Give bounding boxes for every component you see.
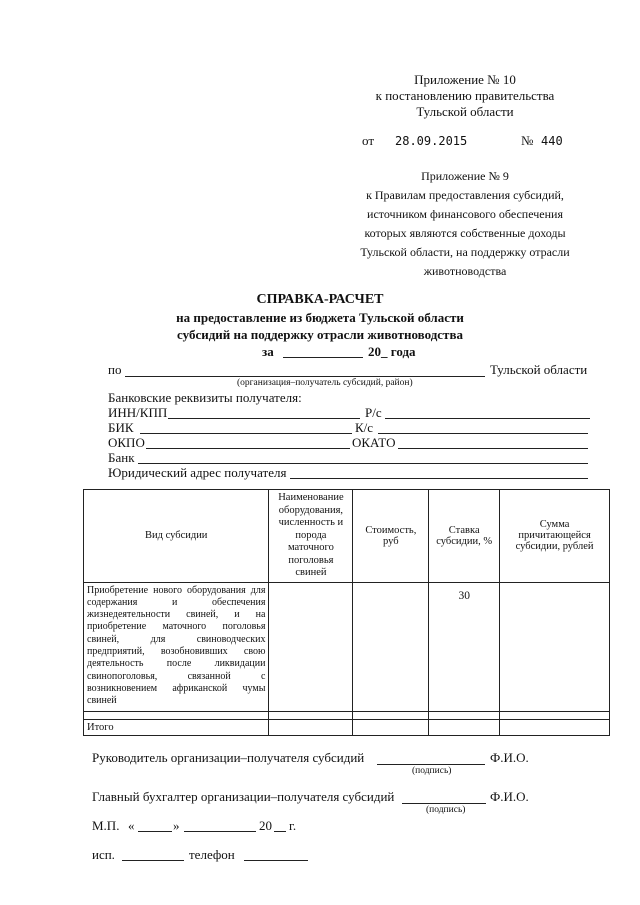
table-row (84, 582, 610, 711)
header-subsidy-type: Вид субсидии (84, 490, 269, 583)
executor-label: исп. (92, 847, 115, 862)
title-line2: на предоставление из бюджета Тульской области (176, 310, 464, 325)
date-value: 28.09.2015 (395, 134, 468, 148)
head-signature-line[interactable] (377, 764, 485, 765)
po-suffix: Тульской области (490, 362, 588, 377)
quote-close: » (173, 818, 180, 833)
subsidy-table (83, 489, 610, 736)
appendix-9-block (330, 167, 600, 281)
cost-cell[interactable] (353, 582, 429, 711)
organization-hint: (организация–получатель субсидий, район) (237, 378, 413, 388)
address-label: Юридический адрес получателя (108, 465, 287, 480)
total-equipment-cell[interactable] (269, 719, 353, 735)
rs-field-line[interactable] (385, 418, 590, 419)
okato-label: ОКАТО (352, 435, 396, 450)
address-field-line[interactable] (290, 478, 588, 479)
header-subsidy-amount: Сумма причитающейся субсидии, рублей (500, 490, 610, 583)
accountant-fio: Ф.И.О. (490, 789, 529, 804)
stamp-label: М.П. (92, 818, 120, 833)
head-label: Руководитель организации–получателя субсидий (92, 750, 365, 765)
rs-label: Р/с (365, 405, 382, 420)
total-rate-cell[interactable] (429, 719, 500, 735)
bank-requisites-label: Банковские реквизиты получателя: (108, 390, 302, 405)
month-field-line[interactable] (184, 831, 256, 832)
period-blank-line (283, 357, 363, 358)
accountant-signature-line[interactable] (402, 803, 486, 804)
inn-field-line[interactable] (168, 418, 360, 419)
year-suffix: г. (289, 818, 297, 833)
total-amount-cell[interactable] (500, 719, 610, 735)
appendix-9-line2: к Правилам предоставления субсидий, (366, 188, 564, 202)
table-header-row (84, 490, 610, 583)
accountant-signature-hint: (подпись) (426, 805, 466, 815)
title-period-suffix: 20_ года (368, 344, 416, 359)
quote-open: « (128, 818, 135, 833)
number-prefix: № (521, 133, 534, 148)
bank-label: Банк (108, 450, 135, 465)
appendix-10-title: Приложение № 10 (414, 72, 516, 87)
appendix-9-line4: которых являются собственные доходы (364, 226, 566, 240)
subsidy-type-cell: Приобретение нового оборудования для содержания и обеспечения жизнедеятельности свиней, и на приобретение маточного поголовья свиней, для свиноводческих предприятий, возобновивших свою деятельность после ликвидации свинопоголовья, связанной с возникновением африканской чумы свиней (84, 582, 269, 711)
table-row (84, 711, 610, 719)
header-cost: Стоимость, руб (353, 490, 429, 583)
organization-field-line[interactable] (125, 376, 485, 377)
header-equipment-name: Наименование оборудования, численность и порода маточного поголовья свиней (269, 490, 353, 583)
appendix-10-line3: Тульской области (416, 104, 514, 119)
appendix-9-title: Приложение № 9 (421, 169, 509, 183)
appendix-9-line5: Тульской области, на поддержку отрасли (360, 245, 570, 259)
accountant-label: Главный бухгалтер организации–получателя субсидий (92, 789, 395, 804)
date-prefix: от (362, 133, 375, 148)
okpo-field-line[interactable] (146, 448, 350, 449)
head-signature-hint: (подпись) (412, 766, 452, 776)
appendix-10-line2: к постановлению правительства (375, 88, 555, 103)
okato-field-line[interactable] (398, 448, 588, 449)
appendix-9-line6: животноводства (423, 264, 507, 278)
total-label: Итого (84, 719, 269, 735)
inn-label: ИНН/КПП (108, 405, 168, 420)
year-prefix: 20 (259, 818, 272, 833)
day-field-line[interactable] (138, 831, 172, 832)
appendix-10-block (340, 72, 590, 120)
okpo-label: ОКПО (108, 435, 145, 450)
amount-cell[interactable] (500, 582, 610, 711)
table-total-row (84, 719, 610, 735)
total-cost-cell[interactable] (353, 719, 429, 735)
title-period-prefix: за (262, 344, 274, 359)
document-title: СПРАВКА-РАСЧЕТ (256, 292, 384, 307)
bik-field-line[interactable] (140, 433, 352, 434)
ks-field-line[interactable] (378, 433, 588, 434)
number-value: 440 (541, 134, 563, 148)
bik-label: БИК (108, 420, 134, 435)
executor-field-line[interactable] (122, 860, 184, 861)
po-label: по (108, 362, 122, 377)
phone-label: телефон (189, 847, 235, 862)
bank-field-line[interactable] (138, 463, 588, 464)
equipment-cell[interactable] (269, 582, 353, 711)
title-line3: субсидий на поддержку отрасли животноводства (177, 327, 463, 342)
head-fio: Ф.И.О. (490, 750, 529, 765)
appendix-9-line3: источником финансового обеспечения (367, 207, 563, 221)
header-rate: Ставка субсидии, % (429, 490, 500, 583)
ks-label: К/с (355, 420, 374, 435)
phone-field-line[interactable] (244, 860, 308, 861)
year-field-line[interactable] (274, 831, 286, 832)
rate-cell: 30 (429, 582, 500, 711)
